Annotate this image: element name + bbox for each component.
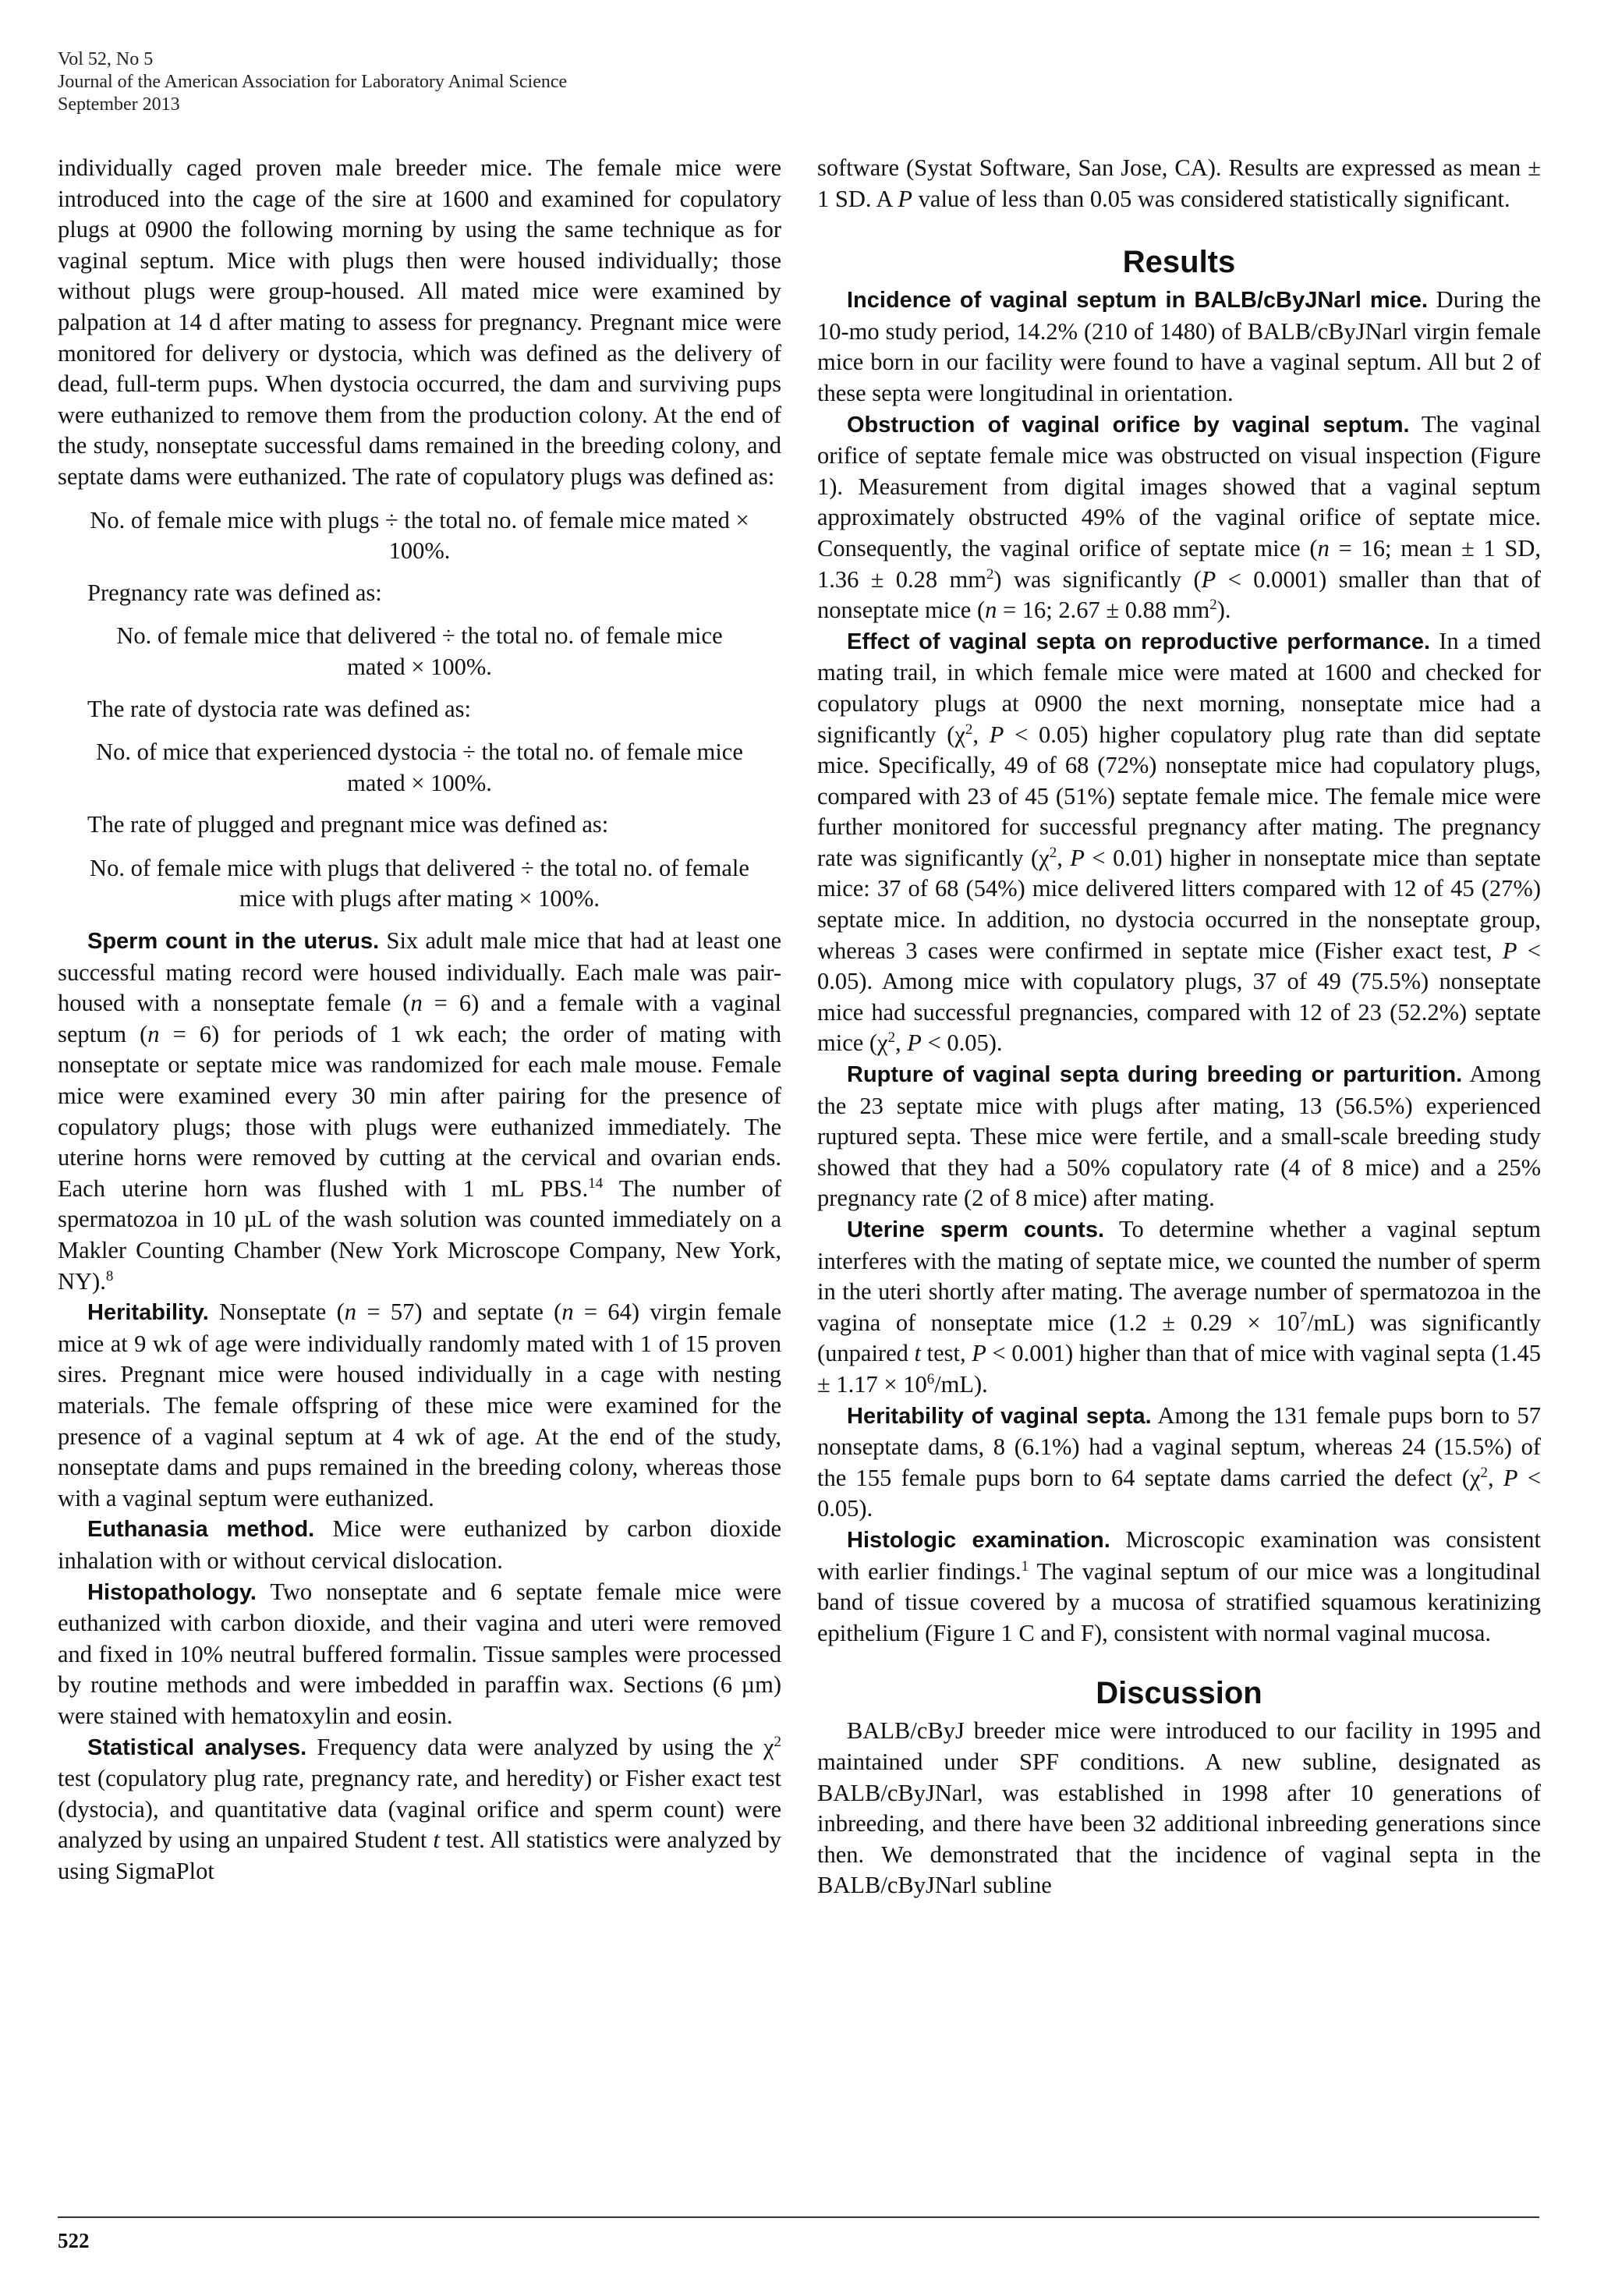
paragraph-statistics-continued: software (Systat Software, San Jose, CA). Results are expressed as mean ± 1 SD. A P value of less than 0.05 was considered statistically significant. — [817, 154, 1541, 212]
formula-dystocia-rate: No. of mice that experienced dystocia ÷ the total no. of female mice mated × 100%. — [96, 739, 743, 796]
paragraph-uterine-sperm: Uterine sperm counts. To determine whether a vaginal septum interferes with the mating of septate mice, we counted the number of sperm in the uteri shortly after mating. The average number of spermatozoa in the vagina of nonseptate mice $(1.2 \pm 0.29 \times 10^7/mL)$ was significantly (unpaired t test, P < 0.001) higher than that of mice with vaginal septa $(1.45 \pm 1.17 \times 10^6/mL)$. — [817, 1216, 1542, 1398]
citation-1: 1 — [1021, 1557, 1029, 1575]
paragraph-discussion: BALB/cByJ breeder mice were introduced to our facility in 1995 and maintained under SPF conditions. A new subline, designated as BALB/cByJNarl, was established in 1998 after 10 generations of inbreeding, and there have been 32 additional inbreeding generations since then. We demonstrated that the incidence of vaginal septa in the BALB/cByJNarl subline — [817, 1717, 1541, 1899]
header-date: September 2013 — [58, 94, 180, 115]
paragraph-heritability-septa: Heritability of vaginal septa. Among the 131 female pups born to 57 nonseptate dams, 8 (6.1%) had a vaginal septum, whereas 24 (15.5%) of the 155 female pups born to 64 septate dams carried the defect ($\chi^2$, P < 0.05). — [817, 1401, 1542, 1522]
definition-pregnancy-rate: Pregnancy rate was defined as: — [87, 579, 382, 606]
subheading-heritability-septa: Heritability of vaginal septa. — [847, 1403, 1152, 1429]
subheading-sperm-count: Sperm count in the uterus. — [87, 929, 380, 955]
section-title-discussion: Discussion — [1096, 1676, 1262, 1711]
paragraph-incidence: Incidence of vaginal septum in BALB/cByJNarl mice. During the 10-mo study period, 14.2% (210 of 1480) of BALB/cByJNarl virgin female mice born in our facility were found to have a vaginal septum. All but 2 of these septa were longitudinal in orientation. — [817, 286, 1541, 406]
subheading-incidence: Incidence of vaginal septum in BALB/cByJNarl mice. — [847, 288, 1429, 314]
citation-14: 14 — [588, 1175, 604, 1192]
paragraph-heritability: Heritability. Nonseptate (n = 57) and septate (n = 64) virgin female mice at 9 wk of age were individually randomly mated with 1 of 15 proven sires. Pregnant mice were housed individually in a cage with nesting materials. The female offspring of these mice were examined for the presence of a vaginal septum at 4 wk of age. At the end of the study, nonseptate dams and pups remained in the breeding colony, whereas those with a vaginal septum were euthanized. — [58, 1299, 781, 1511]
subheading-obstruction: Obstruction of vaginal orifice by vaginal septum. — [847, 412, 1410, 438]
paragraph-euthanasia: Euthanasia method. Mice were euthanized by carbon dioxide inhalation with or without cervical dislocation. — [58, 1515, 781, 1574]
subheading-histopathology: Histopathology. — [87, 1579, 257, 1605]
subheading-uterine-sperm: Uterine sperm counts. — [847, 1217, 1105, 1242]
page-number: 522 — [58, 2229, 90, 2252]
methods-paragraph-mating: individually caged proven male breeder mice. The female mice were introduced into the cage of the sire at 1600 and examined for copulatory plugs at 0900 the following morning by using the same technique as for vaginal septum. Mice with plugs then were housed individually; those without plugs were group-housed. All mated mice were examined by palpation at 14 d after mating to assess for pregnancy. Pregnant mice were monitored for delivery or dystocia, which was defined as the delivery of dead, full-term pups. When dystocia occurred, the dam and surviving pups were euthanized to remove them from the production colony. At the end of the study, nonseptate successful dams remained in the breeding colony, and septate dams were euthanized. The rate of copulatory plugs was defined as: — [58, 154, 781, 490]
paragraph-statistics: Statistical analyses. Frequency data were analyzed by using the $\chi^2$ test (copulatory plug rate, pregnancy rate, and heredity) or Fisher exact test (dystocia), and quantitative data (vaginal orifice and sperm count) were analyzed by using an unpaired Student t test. All statistics were analyzed by using SigmaPlot — [58, 1733, 781, 1884]
running-header — [58, 48, 567, 116]
subheading-statistics: Statistical analyses. — [87, 1734, 307, 1760]
subheading-histologic: Histologic examination. — [847, 1527, 1110, 1553]
right-column — [817, 153, 1541, 1901]
definition-dystocia-rate: The rate of dystocia rate was defined as: — [87, 695, 472, 722]
footer-rule — [58, 2216, 1539, 2218]
subheading-euthanasia: Euthanasia method. — [87, 1517, 315, 1543]
paragraph-histologic: Histologic examination. Microscopic examination was consistent with earlier findings.$^1$ The vaginal septum of our mice was a longitudinal band of tissue covered by a mucosa of stratified squamous keratinizing epithelium (Figure 1 C and F), consistent with normal vaginal mucosa. — [817, 1525, 1541, 1646]
header-journal: Journal of the American Association for Laboratory Animal Science — [58, 72, 568, 92]
header-volume: Vol 52, No 5 — [58, 49, 154, 69]
paragraph-histopathology: Histopathology. Two nonseptate and 6 septate female mice were euthanized with carbon dioxide, and their vagina and uteri were removed and fixed in 10% neutral buffered formalin. Tissue samples were processed by routine methods and were imbedded in paraffin wax. Sections (6 µm) were stained with hematoxylin and eosin. — [58, 1578, 781, 1729]
paragraph-reproductive-performance: Effect of vaginal septa on reproductive performance. In a timed mating trail, in which female mice were mated at 1600 and checked for copulatory plugs at 0900 the next morning, nonseptate mice had a significantly ($\chi^2$, P < 0.05) higher copulatory plug rate than did septate mice. Specifically, 49 of 68 (72%) nonseptate mice had copulatory plugs, compared with 23 of 45 (51%) septate female mice. The female mice were further monitored for successful pregnancy after mating. The pregnancy rate was significantly ($\chi^2$, P < 0.01) higher in nonseptate mice than septate mice: 37 of 68 (54%) mice delivered litters compared with 12 of 45 (27%) septate mice. In addition, no dystocia occurred in the nonseptate group, whereas 3 cases were confirmed in septate mice (Fisher exact test, P < 0.05). Among mice with copulatory plugs, 37 of 49 (75.5%) nonseptate mice had successful pregnancies, compared with 12 of 23 (52.2%) septate mice ($\chi^2$, P < 0.05). — [817, 627, 1541, 1057]
formula-copulatory-plug-rate: No. of female mice with plugs ÷ the total no. of female mice mated × 100%. — [90, 506, 749, 565]
subheading-reproductive-performance: Effect of vaginal septa on reproductive performance. — [847, 629, 1431, 654]
paragraph-sperm-count: Sperm count in the uterus. Six adult male mice that had at least one successful mating record were housed individually. Each male was pair-housed with a nonseptate female (n = 6) and a female with a vaginal septum (n = 6) for periods of 1 wk each; the order of mating with nonseptate or septate mice was randomized for each male mouse. Female mice were examined every 30 min after pairing for the presence of copulatory plugs; those with plugs were euthanized immediately. The uterine horns were removed by cutting at the cervical and ovarian ends. Each uterine horn was flushed with 1 mL PBS.$^{14}$ The number of spermatozoa in 10 µL of the wash solution was counted immediately on a Makler Counting Chamber (New York Microscope Company, New York, NY).$^8$ — [58, 927, 782, 1295]
left-column — [58, 153, 781, 1887]
definition-plugged-pregnant-rate: The rate of plugged and pregnant mice was defined as: — [87, 811, 609, 838]
formula-pregnancy-rate: No. of female mice that delivered ÷ the total no. of female mice mated × 100%. — [116, 622, 723, 680]
subheading-rupture: Rupture of vaginal septa during breeding or parturition. — [847, 1062, 1463, 1088]
paragraph-rupture: Rupture of vaginal septa during breeding or parturition. Among the 23 septate mice with plugs after mating, 13 (56.5%) experienced ruptured septa. These mice were fertile, and a small-scale breeding study showed that they had a 50% copulatory rate (4 of 8 mice) and a 25% pregnancy rate (2 of 8 mice) after mating. — [817, 1061, 1541, 1212]
citation-8: 8 — [105, 1267, 114, 1284]
section-title-results: Results — [1122, 245, 1236, 280]
paragraph-obstruction: Obstruction of vaginal orifice by vaginal septum. The vaginal orifice of septate female mice was obstructed on visual inspection (Figure 1). Measurement from digital images showed that a vaginal septum approximately obstructed 49% of the vaginal orifice of septate mice. Consequently, the vaginal orifice of septate mice (n = 16; mean ± 1 SD, 1.36 ± 0.28 $mm^2$) was significantly (P < 0.0001) smaller than that of nonseptate mice (n = 16; 2.67 ± 0.88 $mm^2$). — [817, 410, 1542, 624]
subheading-heritability: Heritability. — [87, 1300, 209, 1326]
formula-plugged-pregnant-rate: No. of female mice with plugs that delivered ÷ the total no. of female mice with plugs after mating × 100%. — [90, 854, 749, 912]
